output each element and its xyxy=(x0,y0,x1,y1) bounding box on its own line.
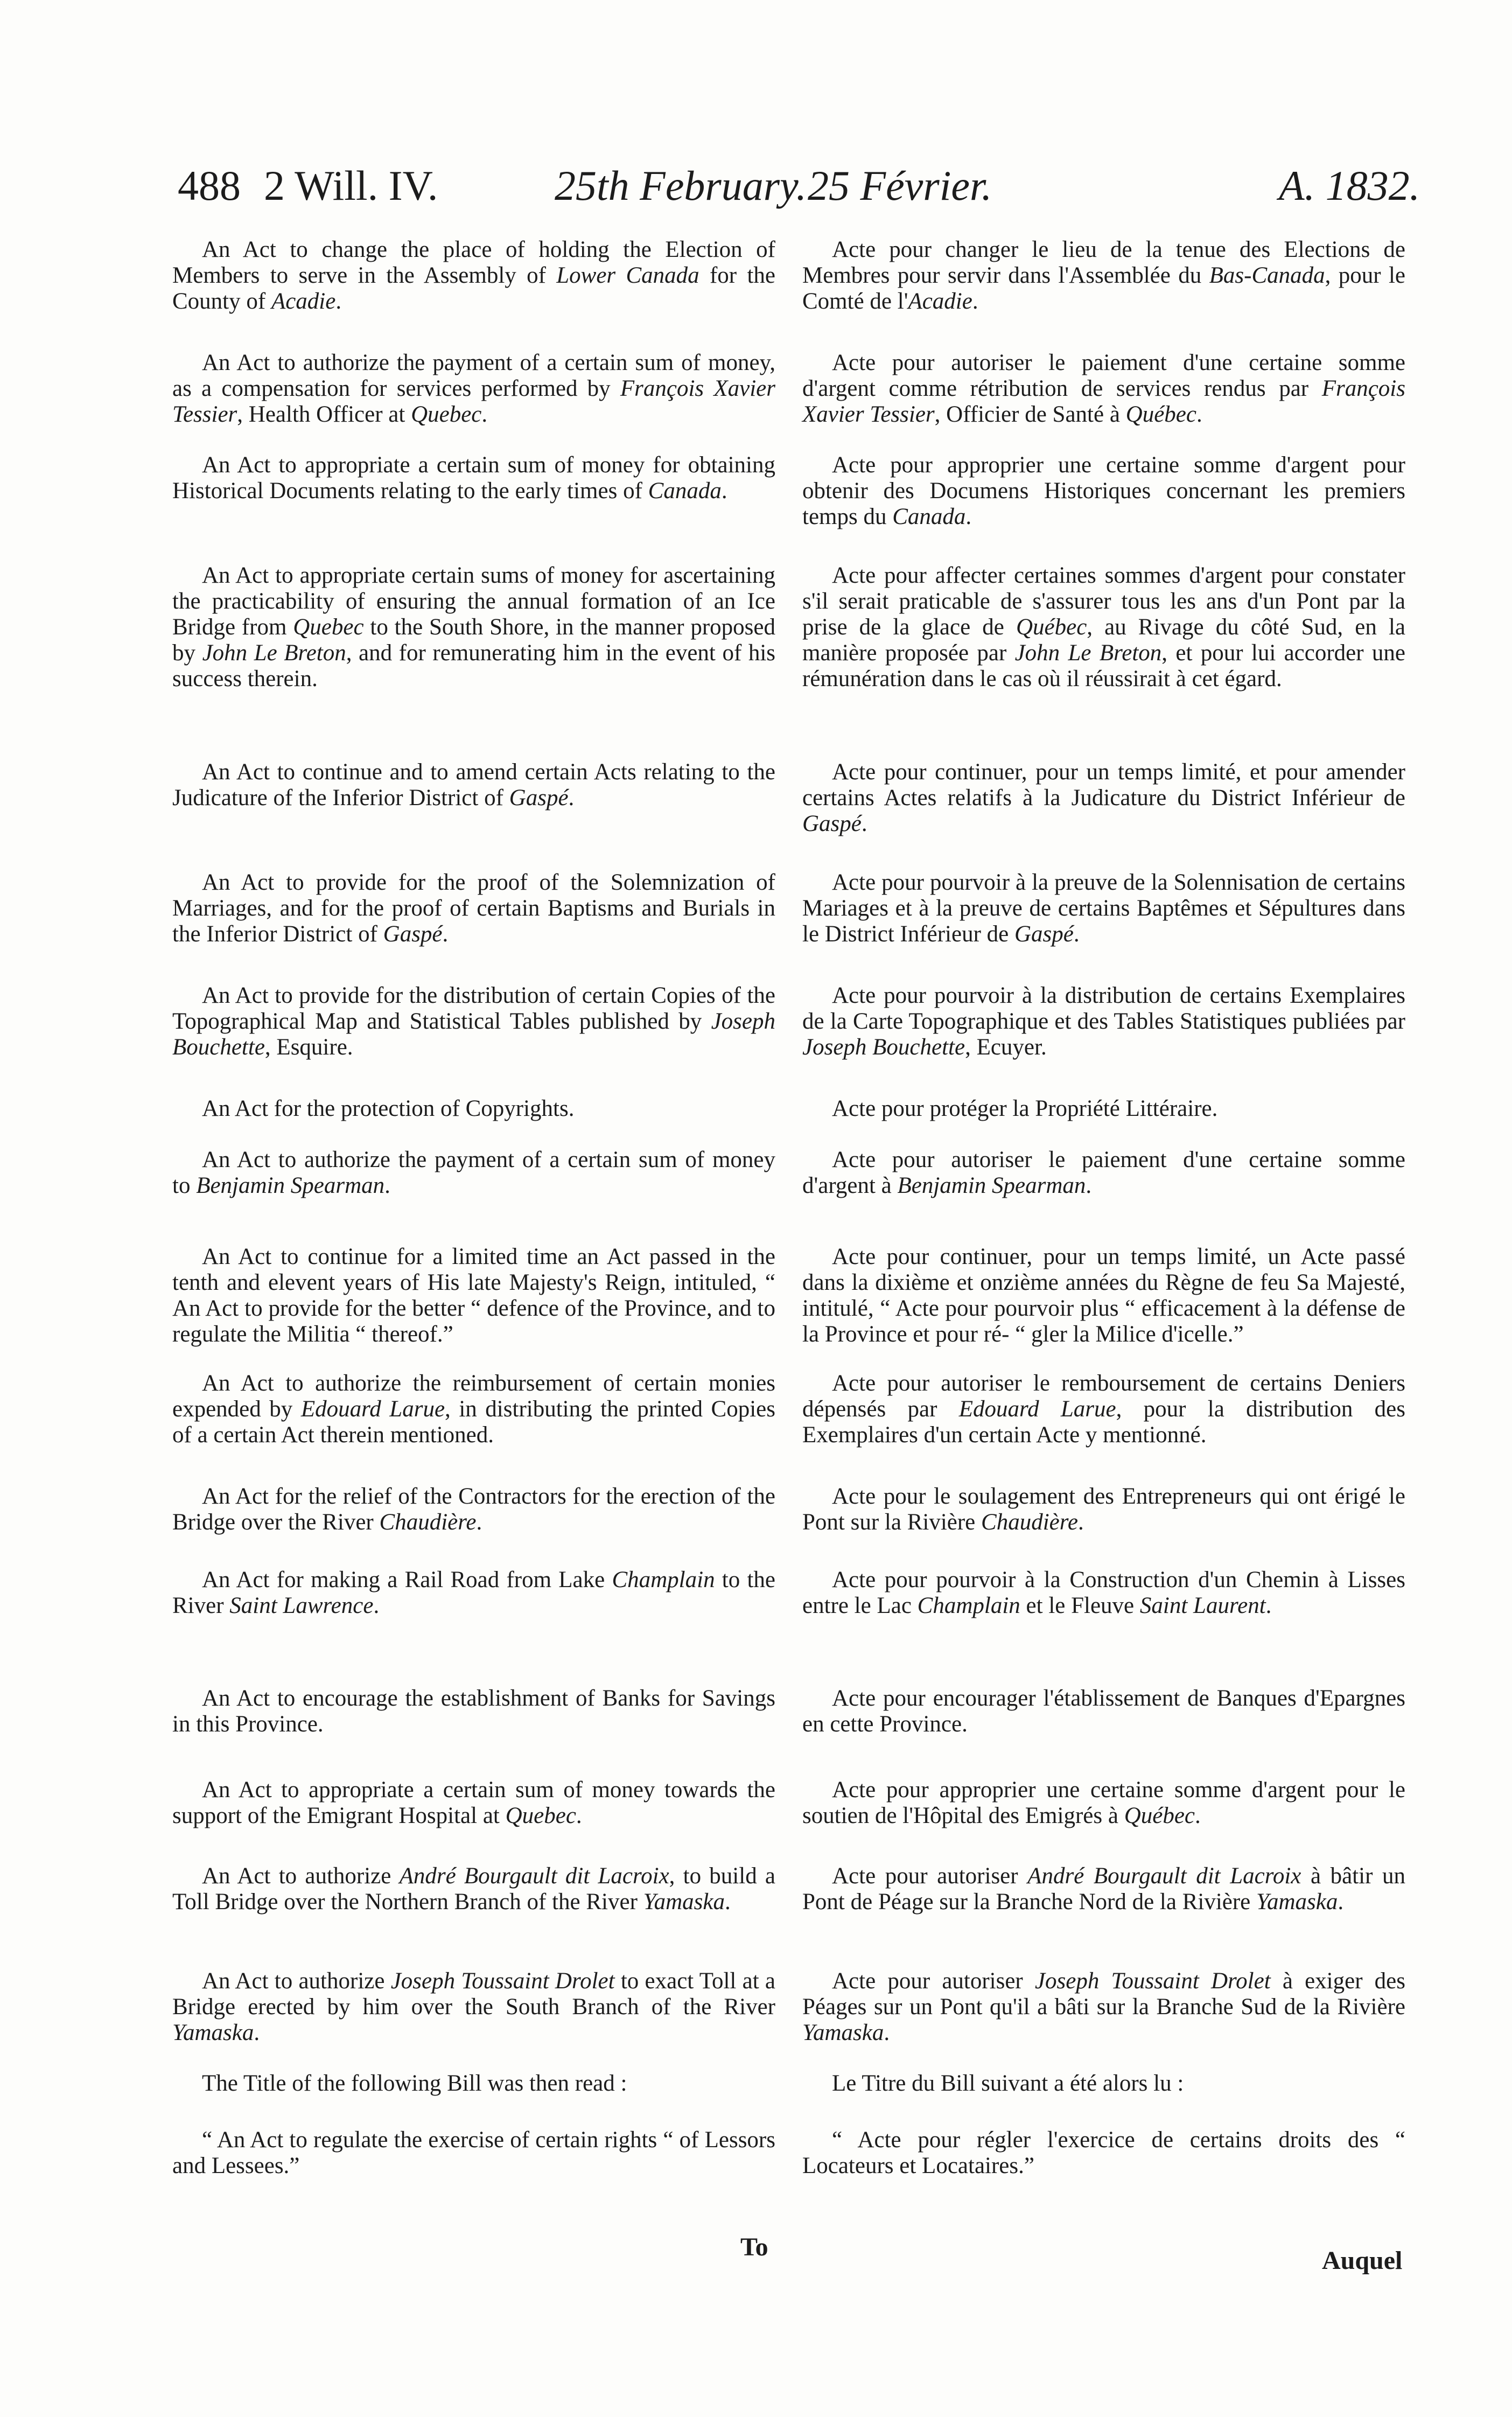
french-act-paragraph: Acte pour autoriser Joseph Toussaint Drolet à exiger des Péages sur un Pont qu'il a bâti sur la Branche Sud de la Rivière Yamaska. xyxy=(802,1968,1405,2045)
english-act-paragraph: An Act to encourage the establishment of Banks for Savings in this Province. xyxy=(172,1686,775,1737)
catchword-french: Auquel xyxy=(1322,2246,1403,2275)
english-act-paragraph: An Act to provide for the proof of the Solemnization of Marriages, and for the proof of certain Baptisms and Burials in the Inferior District of Gaspé. xyxy=(172,870,775,947)
english-act-paragraph: An Act to appropriate a certain sum of money for obtaining Historical Documents relating to the early times of Canada. xyxy=(172,452,775,504)
english-act-paragraph: An Act for the protection of Copyrights. xyxy=(202,1096,575,1121)
english-act-paragraph: An Act to appropriate certain sums of money for ascertaining the practicability of ensuring the annual formation of an Ice Bridge from Quebec to the South Shore, in the manner proposed by John Le Breton, and for remunerating him in the event of his success therein. xyxy=(172,563,776,691)
french-act-paragraph: Acte pour changer le lieu de la tenue des Elections de Membres pour servir dans l'Assemblée du Bas-Canada, pour le Comté de l'Acadie. xyxy=(802,237,1405,314)
english-act-paragraph: An Act to change the place of holding the Election of Members to serve in the Assembly of Lower Canada for the County of Acadie. xyxy=(172,237,775,314)
english-act-paragraph: “ An Act to regulate the exercise of certain rights “ of Lessors and Lessees.” xyxy=(172,2127,775,2178)
french-act-paragraph: Acte pour le soulagement des Entrepreneurs qui ont érigé le Pont sur la Rivière Chaudière. xyxy=(802,1484,1405,1535)
french-act-paragraph: Acte pour autoriser le remboursement de certains Deniers dépensés par Edouard Larue, pour la distribution des Exemplaires d'un certain Acte y mentionné. xyxy=(802,1371,1405,1448)
french-act-paragraph: Acte pour approprier une certaine somme d'argent pour le soutien de l'Hôpital des Emigrés à Québec. xyxy=(802,1777,1405,1828)
french-act-paragraph: “ Acte pour régler l'exercice de certains droits des “ Locateurs et Locataires.” xyxy=(802,2127,1405,2178)
english-act-paragraph: An Act to authorize the payment of a certain sum of money to Benjamin Spearman. xyxy=(172,1147,775,1198)
english-act-paragraph: An Act to continue for a limited time an Act passed in the tenth and elevent years of His late Majesty's Reign, intituled, “ An Act to provide for the better “ defence of the Province, and to regulate the Militia “ thereof.” xyxy=(172,1244,775,1347)
session-title: 2 Will. IV. xyxy=(264,162,438,209)
french-act-paragraph: Acte pour autoriser André Bourgault dit Lacroix à bâtir un Pont de Péage sur la Branche Nord de la Rivière Yamaska. xyxy=(802,1863,1405,1915)
english-act-paragraph: An Act for the relief of the Contractors for the erection of the Bridge over the River Chaudière. xyxy=(172,1484,775,1535)
year: A. 1832. xyxy=(1279,162,1420,209)
french-act-paragraph: Acte pour approprier une certaine somme d'argent pour obtenir des Documens Historiques concernant les premiers temps du Canada. xyxy=(802,452,1405,529)
page-number: 488 xyxy=(178,162,241,209)
english-act-paragraph: An Act to appropriate a certain sum of money towards the support of the Emigrant Hospital at Quebec. xyxy=(172,1777,775,1828)
date-english: 25th February. xyxy=(555,162,807,209)
french-act-paragraph: Acte pour encourager l'établissement de Banques d'Epargnes en cette Province. xyxy=(802,1686,1405,1737)
french-act-paragraph: Acte pour protéger la Propriété Littéraire. xyxy=(832,1096,1218,1121)
french-act-paragraph: Acte pour pourvoir à la Construction d'un Chemin à Lisses entre le Lac Champlain et le Fleuve Saint Laurent. xyxy=(802,1567,1405,1618)
french-act-paragraph: Acte pour autoriser le paiement d'une certaine somme d'argent à Benjamin Spearman. xyxy=(802,1147,1405,1198)
date-french: 25 Février. xyxy=(808,162,992,209)
french-act-paragraph: Acte pour pourvoir à la preuve de la Solennisation de certains Mariages et à la preuve de certains Baptêmes et Sépultures dans le District Inférieur de Gaspé. xyxy=(802,870,1405,947)
english-act-paragraph: An Act to provide for the distribution of certain Copies of the Topographical Map and Statistical Tables published by Joseph Bouchette, Esquire. xyxy=(172,983,775,1060)
english-act-paragraph: An Act to authorize the reimbursement of certain monies expended by Edouard Larue, in distributing the printed Copies of a certain Act therein mentioned. xyxy=(172,1371,775,1448)
english-act-paragraph: An Act to authorize Joseph Toussaint Drolet to exact Toll at a Bridge erected by him over the South Branch of the River Yamaska. xyxy=(172,1968,775,2045)
english-act-paragraph: An Act for making a Rail Road from Lake Champlain to the River Saint Lawrence. xyxy=(172,1567,776,1618)
french-act-paragraph: Acte pour continuer, pour un temps limité, un Acte passé dans la dixième et onzième années du Règne de feu Sa Majesté, intitulé, “ Acte pour pourvoir plus “ efficacement à la défense de la Province et pour ré- “ gler la Milice d'icelle.” xyxy=(802,1244,1405,1347)
french-act-paragraph: Acte pour affecter certaines sommes d'argent pour constater s'il serait praticable de s'assurer tous les ans d'un Pont par la prise de la glace de Québec, au Rivage du côté Sud, en la manière proposée par John Le Breton, et pour lui accorder une rémunération dans le cas où il réussirait à cet égard. xyxy=(802,563,1405,691)
english-act-paragraph: An Act to continue and to amend certain Acts relating to the Judicature of the Inferior District of Gaspé. xyxy=(172,759,775,811)
english-act-paragraph: The Title of the following Bill was then read : xyxy=(202,2071,627,2096)
catchword-english: To xyxy=(740,2233,768,2261)
french-act-paragraph: Le Titre du Bill suivant a été alors lu : xyxy=(832,2071,1184,2096)
english-act-paragraph: An Act to authorize the payment of a certain sum of money, as a compensation for services performed by François Xavier Tessier, Health Officer at Quebec. xyxy=(172,350,775,427)
french-act-paragraph: Acte pour autoriser le paiement d'une certaine somme d'argent comme rétribution de services rendus par François Xavier Tessier, Officier de Santé à Québec. xyxy=(802,350,1405,427)
french-act-paragraph: Acte pour continuer, pour un temps limité, et pour amender certains Actes relatifs à la Judicature du District Inférieur de Gaspé. xyxy=(802,759,1405,836)
english-act-paragraph: An Act to authorize André Bourgault dit Lacroix, to build a Toll Bridge over the Northern Branch of the River Yamaska. xyxy=(172,1863,775,1915)
french-act-paragraph: Acte pour pourvoir à la distribution de certains Exemplaires de la Carte Topographique et des Tables Statistiques publiées par Joseph Bouchette, Ecuyer. xyxy=(802,983,1405,1060)
